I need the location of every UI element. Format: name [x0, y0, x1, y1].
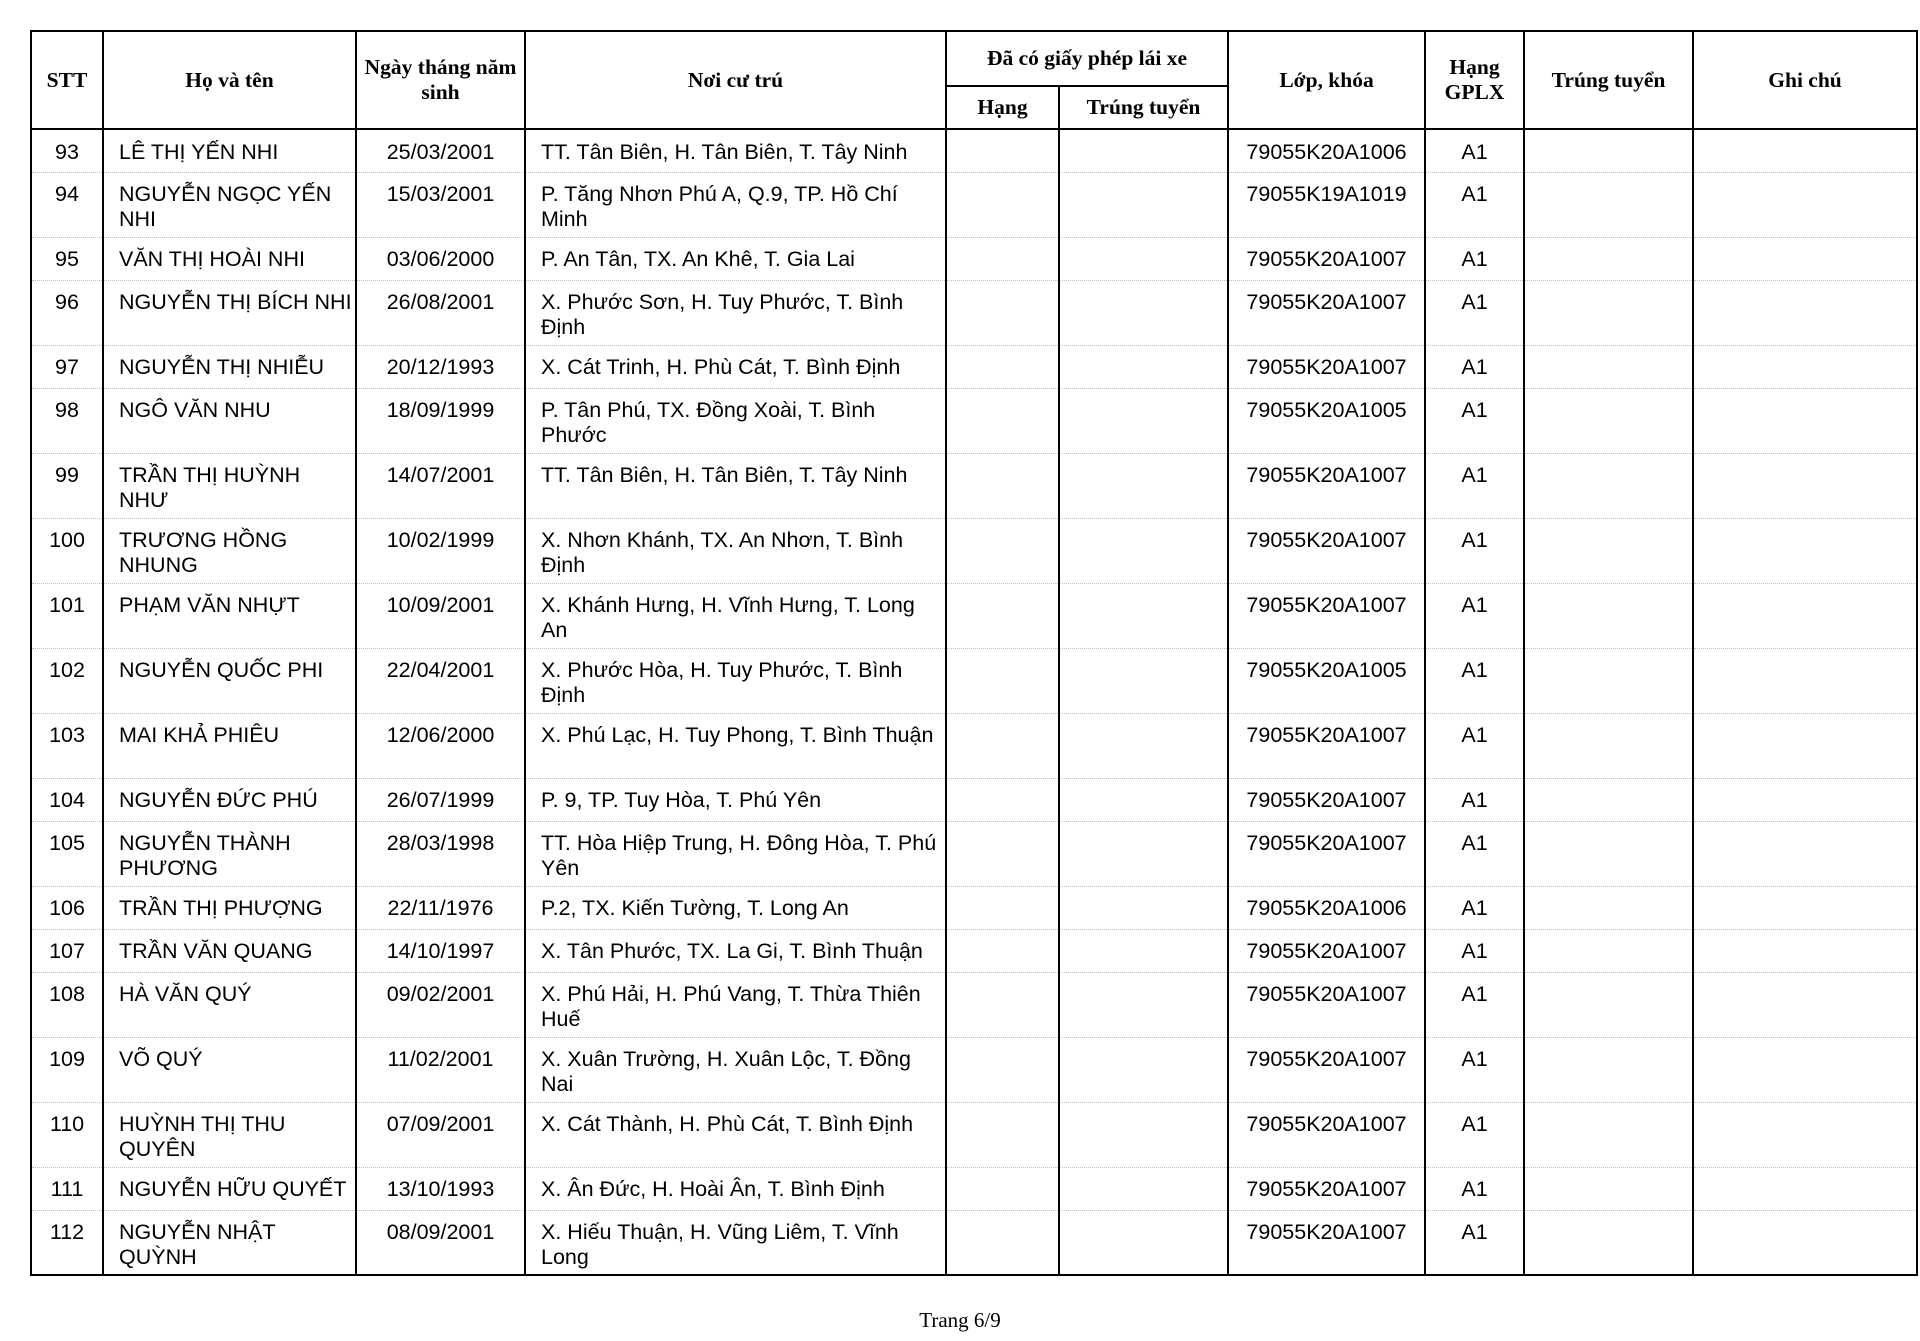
row-license-grade: [946, 1167, 1059, 1210]
row-address: TT. Hòa Hiệp Trung, H. Đông Hòa, T. Phú Yên: [525, 821, 946, 886]
row-address: X. Tân Phước, TX. La Gi, T. Bình Thuận: [525, 929, 946, 972]
row-gplx-grade: A1: [1425, 172, 1524, 237]
table-row: [31, 648, 1917, 713]
row-dob: 09/02/2001: [356, 972, 525, 1037]
row-name: NGUYỄN NGỌC YẾN NHI: [103, 172, 356, 237]
row-license-grade: [946, 583, 1059, 648]
row-class: 79055K19A1019: [1228, 172, 1425, 237]
row-stt: 105: [31, 821, 103, 886]
row-gplx-grade: A1: [1425, 518, 1524, 583]
row-result: [1524, 453, 1693, 518]
row-name: VĂN THỊ HOÀI NHI: [103, 237, 356, 280]
row-stt: 111: [31, 1167, 103, 1210]
table-row: [31, 1102, 1917, 1167]
row-class: 79055K20A1007: [1228, 713, 1425, 778]
row-note: [1693, 1210, 1917, 1275]
row-address: X. Nhơn Khánh, TX. An Nhơn, T. Bình Định: [525, 518, 946, 583]
row-stt: 95: [31, 237, 103, 280]
row-address: TT. Tân Biên, H. Tân Biên, T. Tây Ninh: [525, 129, 946, 172]
row-class: 79055K20A1007: [1228, 453, 1425, 518]
row-address: X. Ân Đức, H. Hoài Ân, T. Bình Định: [525, 1167, 946, 1210]
candidate-table: [30, 30, 1918, 1276]
row-note: [1693, 1037, 1917, 1102]
row-license-grade: [946, 453, 1059, 518]
row-class: 79055K20A1007: [1228, 237, 1425, 280]
row-license-pass: [1059, 453, 1228, 518]
row-name: TRẦN THỊ HUỲNH NHƯ: [103, 453, 356, 518]
row-address: P.2, TX. Kiến Tường, T. Long An: [525, 886, 946, 929]
row-name: MAI KHẢ PHIÊU: [103, 713, 356, 778]
row-license-pass: [1059, 172, 1228, 237]
row-address: P. 9, TP. Tuy Hòa, T. Phú Yên: [525, 778, 946, 821]
row-result: [1524, 1037, 1693, 1102]
row-gplx-grade: A1: [1425, 1167, 1524, 1210]
row-license-pass: [1059, 1167, 1228, 1210]
row-license-pass: [1059, 388, 1228, 453]
row-gplx-grade: A1: [1425, 713, 1524, 778]
row-address: X. Phước Sơn, H. Tuy Phước, T. Bình Định: [525, 280, 946, 345]
row-license-pass: [1059, 886, 1228, 929]
table-row: [31, 583, 1917, 648]
row-result: [1524, 886, 1693, 929]
table-row: [31, 345, 1917, 388]
row-license-pass: [1059, 1102, 1228, 1167]
document-page: [30, 30, 1916, 1276]
row-note: [1693, 778, 1917, 821]
row-note: [1693, 648, 1917, 713]
row-license-grade: [946, 886, 1059, 929]
row-result: [1524, 1102, 1693, 1167]
table-row: [31, 713, 1917, 778]
row-license-pass: [1059, 821, 1228, 886]
header-license-pass: Trúng tuyển: [1059, 86, 1228, 129]
header-note: Ghi chú: [1693, 31, 1917, 129]
row-address: X. Hiếu Thuận, H. Vũng Liêm, T. Vĩnh Long: [525, 1210, 946, 1275]
row-gplx-grade: A1: [1425, 129, 1524, 172]
row-license-grade: [946, 1037, 1059, 1102]
row-name: PHẠM VĂN NHỰT: [103, 583, 356, 648]
row-license-pass: [1059, 583, 1228, 648]
row-note: [1693, 886, 1917, 929]
table-row: [31, 1037, 1917, 1102]
row-gplx-grade: A1: [1425, 778, 1524, 821]
row-gplx-grade: A1: [1425, 345, 1524, 388]
header-license-group: Đã có giấy phép lái xe: [946, 31, 1228, 86]
row-name: NGUYỄN HỮU QUYẾT: [103, 1167, 356, 1210]
table-row: [31, 172, 1917, 237]
row-result: [1524, 237, 1693, 280]
row-license-grade: [946, 972, 1059, 1037]
row-license-pass: [1059, 972, 1228, 1037]
row-note: [1693, 972, 1917, 1037]
row-stt: 108: [31, 972, 103, 1037]
row-class: 79055K20A1007: [1228, 778, 1425, 821]
row-class: 79055K20A1006: [1228, 129, 1425, 172]
row-note: [1693, 345, 1917, 388]
row-note: [1693, 1102, 1917, 1167]
row-license-grade: [946, 713, 1059, 778]
row-gplx-grade: A1: [1425, 972, 1524, 1037]
row-license-pass: [1059, 778, 1228, 821]
row-license-pass: [1059, 713, 1228, 778]
row-gplx-grade: A1: [1425, 929, 1524, 972]
row-address: TT. Tân Biên, H. Tân Biên, T. Tây Ninh: [525, 453, 946, 518]
header-gplx-grade: Hạng GPLX: [1425, 31, 1524, 129]
row-note: [1693, 929, 1917, 972]
row-name: HUỲNH THỊ THU QUYÊN: [103, 1102, 356, 1167]
row-name: NGUYỄN THÀNH PHƯƠNG: [103, 821, 356, 886]
row-license-grade: [946, 518, 1059, 583]
row-license-pass: [1059, 518, 1228, 583]
row-dob: 22/04/2001: [356, 648, 525, 713]
row-dob: 08/09/2001: [356, 1210, 525, 1275]
row-gplx-grade: A1: [1425, 1210, 1524, 1275]
row-name: NGUYỄN THỊ NHIỄU: [103, 345, 356, 388]
row-stt: 104: [31, 778, 103, 821]
row-class: 79055K20A1007: [1228, 280, 1425, 345]
row-license-grade: [946, 237, 1059, 280]
row-address: P. Tăng Nhơn Phú A, Q.9, TP. Hồ Chí Minh: [525, 172, 946, 237]
row-address: X. Phú Hải, H. Phú Vang, T. Thừa Thiên Huế: [525, 972, 946, 1037]
row-result: [1524, 972, 1693, 1037]
table-row: [31, 972, 1917, 1037]
row-dob: 13/10/1993: [356, 1167, 525, 1210]
row-stt: 97: [31, 345, 103, 388]
row-note: [1693, 1167, 1917, 1210]
header-stt: STT: [31, 31, 103, 129]
row-dob: 07/09/2001: [356, 1102, 525, 1167]
row-dob: 28/03/1998: [356, 821, 525, 886]
row-result: [1524, 778, 1693, 821]
header-dob: Ngày tháng năm sinh: [356, 31, 525, 129]
row-license-grade: [946, 129, 1059, 172]
row-name: HÀ VĂN QUÝ: [103, 972, 356, 1037]
row-license-pass: [1059, 280, 1228, 345]
header-address: Nơi cư trú: [525, 31, 946, 129]
row-address: X. Xuân Trường, H. Xuân Lộc, T. Đồng Nai: [525, 1037, 946, 1102]
row-address: P. An Tân, TX. An Khê, T. Gia Lai: [525, 237, 946, 280]
row-result: [1524, 583, 1693, 648]
row-name: NGUYỄN QUỐC PHI: [103, 648, 356, 713]
row-license-pass: [1059, 345, 1228, 388]
row-note: [1693, 388, 1917, 453]
row-result: [1524, 821, 1693, 886]
row-address: P. Tân Phú, TX. Đồng Xoài, T. Bình Phước: [525, 388, 946, 453]
row-dob: 12/06/2000: [356, 713, 525, 778]
header-result: Trúng tuyển: [1524, 31, 1693, 129]
row-stt: 93: [31, 129, 103, 172]
row-note: [1693, 518, 1917, 583]
row-class: 79055K20A1005: [1228, 388, 1425, 453]
row-license-grade: [946, 778, 1059, 821]
row-gplx-grade: A1: [1425, 583, 1524, 648]
row-dob: 26/07/1999: [356, 778, 525, 821]
row-name: NGUYỄN THỊ BÍCH NHI: [103, 280, 356, 345]
row-stt: 94: [31, 172, 103, 237]
row-stt: 99: [31, 453, 103, 518]
row-class: 79055K20A1007: [1228, 1210, 1425, 1275]
row-note: [1693, 713, 1917, 778]
row-result: [1524, 1210, 1693, 1275]
row-license-grade: [946, 821, 1059, 886]
row-result: [1524, 388, 1693, 453]
row-stt: 96: [31, 280, 103, 345]
row-note: [1693, 280, 1917, 345]
row-dob: 14/07/2001: [356, 453, 525, 518]
row-class: 79055K20A1007: [1228, 345, 1425, 388]
row-stt: 106: [31, 886, 103, 929]
table-row: [31, 821, 1917, 886]
row-gplx-grade: A1: [1425, 886, 1524, 929]
row-class: 79055K20A1005: [1228, 648, 1425, 713]
table-row: [31, 518, 1917, 583]
row-name: TRẦN THỊ PHƯỢNG: [103, 886, 356, 929]
row-class: 79055K20A1007: [1228, 1037, 1425, 1102]
row-license-grade: [946, 648, 1059, 713]
row-stt: 101: [31, 583, 103, 648]
header-class: Lớp, khóa: [1228, 31, 1425, 129]
row-note: [1693, 821, 1917, 886]
row-license-pass: [1059, 1210, 1228, 1275]
row-license-grade: [946, 172, 1059, 237]
row-license-grade: [946, 388, 1059, 453]
row-gplx-grade: A1: [1425, 388, 1524, 453]
row-class: 79055K20A1007: [1228, 972, 1425, 1037]
row-result: [1524, 648, 1693, 713]
row-gplx-grade: A1: [1425, 237, 1524, 280]
row-dob: 15/03/2001: [356, 172, 525, 237]
row-name: VÕ QUÝ: [103, 1037, 356, 1102]
row-class: 79055K20A1007: [1228, 1102, 1425, 1167]
row-license-grade: [946, 280, 1059, 345]
row-note: [1693, 129, 1917, 172]
row-stt: 100: [31, 518, 103, 583]
table-row: [31, 280, 1917, 345]
table-row: [31, 929, 1917, 972]
row-dob: 25/03/2001: [356, 129, 525, 172]
row-result: [1524, 345, 1693, 388]
table-row: [31, 1210, 1917, 1275]
row-result: [1524, 518, 1693, 583]
row-result: [1524, 929, 1693, 972]
row-name: NGUYỄN ĐỨC PHÚ: [103, 778, 356, 821]
table-row: [31, 237, 1917, 280]
row-result: [1524, 713, 1693, 778]
row-name: LÊ THỊ YẾN NHI: [103, 129, 356, 172]
row-class: 79055K20A1006: [1228, 886, 1425, 929]
row-license-grade: [946, 1210, 1059, 1275]
page-number: Trang 6/9: [919, 1308, 1001, 1332]
row-address: X. Phước Hòa, H. Tuy Phước, T. Bình Định: [525, 648, 946, 713]
row-dob: 10/09/2001: [356, 583, 525, 648]
row-license-pass: [1059, 129, 1228, 172]
row-result: [1524, 280, 1693, 345]
row-stt: 98: [31, 388, 103, 453]
row-class: 79055K20A1007: [1228, 821, 1425, 886]
row-gplx-grade: A1: [1425, 280, 1524, 345]
row-class: 79055K20A1007: [1228, 1167, 1425, 1210]
row-stt: 112: [31, 1210, 103, 1275]
row-stt: 109: [31, 1037, 103, 1102]
row-dob: 22/11/1976: [356, 886, 525, 929]
row-dob: 20/12/1993: [356, 345, 525, 388]
row-license-grade: [946, 929, 1059, 972]
row-license-pass: [1059, 237, 1228, 280]
table-header: [31, 31, 1917, 129]
row-dob: 11/02/2001: [356, 1037, 525, 1102]
row-license-pass: [1059, 929, 1228, 972]
row-note: [1693, 583, 1917, 648]
row-stt: 102: [31, 648, 103, 713]
row-address: X. Cát Trinh, H. Phù Cát, T. Bình Định: [525, 345, 946, 388]
table-row: [31, 388, 1917, 453]
row-class: 79055K20A1007: [1228, 518, 1425, 583]
row-gplx-grade: A1: [1425, 1037, 1524, 1102]
row-name: TRẦN VĂN QUANG: [103, 929, 356, 972]
row-license-grade: [946, 1102, 1059, 1167]
row-license-grade: [946, 345, 1059, 388]
row-gplx-grade: A1: [1425, 1102, 1524, 1167]
row-dob: 14/10/1997: [356, 929, 525, 972]
table-row: [31, 886, 1917, 929]
row-result: [1524, 129, 1693, 172]
row-stt: 103: [31, 713, 103, 778]
row-name: TRƯƠNG HỒNG NHUNG: [103, 518, 356, 583]
row-license-pass: [1059, 1037, 1228, 1102]
row-address: X. Cát Thành, H. Phù Cát, T. Bình Định: [525, 1102, 946, 1167]
row-stt: 110: [31, 1102, 103, 1167]
table-body: [31, 129, 1917, 1275]
row-address: X. Khánh Hưng, H. Vĩnh Hưng, T. Long An: [525, 583, 946, 648]
header-name: Họ và tên: [103, 31, 356, 129]
row-stt: 107: [31, 929, 103, 972]
table-row: [31, 453, 1917, 518]
row-name: NGÔ VĂN NHU: [103, 388, 356, 453]
row-note: [1693, 172, 1917, 237]
row-class: 79055K20A1007: [1228, 929, 1425, 972]
row-address: X. Phú Lạc, H. Tuy Phong, T. Bình Thuận: [525, 713, 946, 778]
row-gplx-grade: A1: [1425, 648, 1524, 713]
row-license-pass: [1059, 648, 1228, 713]
row-gplx-grade: A1: [1425, 821, 1524, 886]
row-gplx-grade: A1: [1425, 453, 1524, 518]
row-name: NGUYỄN NHẬT QUỲNH: [103, 1210, 356, 1275]
header-license-grade: Hạng: [946, 86, 1059, 129]
row-note: [1693, 237, 1917, 280]
table-row: [31, 129, 1917, 172]
row-result: [1524, 172, 1693, 237]
table-row: [31, 778, 1917, 821]
row-note: [1693, 453, 1917, 518]
row-dob: 03/06/2000: [356, 237, 525, 280]
row-dob: 18/09/1999: [356, 388, 525, 453]
row-result: [1524, 1167, 1693, 1210]
row-class: 79055K20A1007: [1228, 583, 1425, 648]
row-dob: 26/08/2001: [356, 280, 525, 345]
row-dob: 10/02/1999: [356, 518, 525, 583]
table-row: [31, 1167, 1917, 1210]
